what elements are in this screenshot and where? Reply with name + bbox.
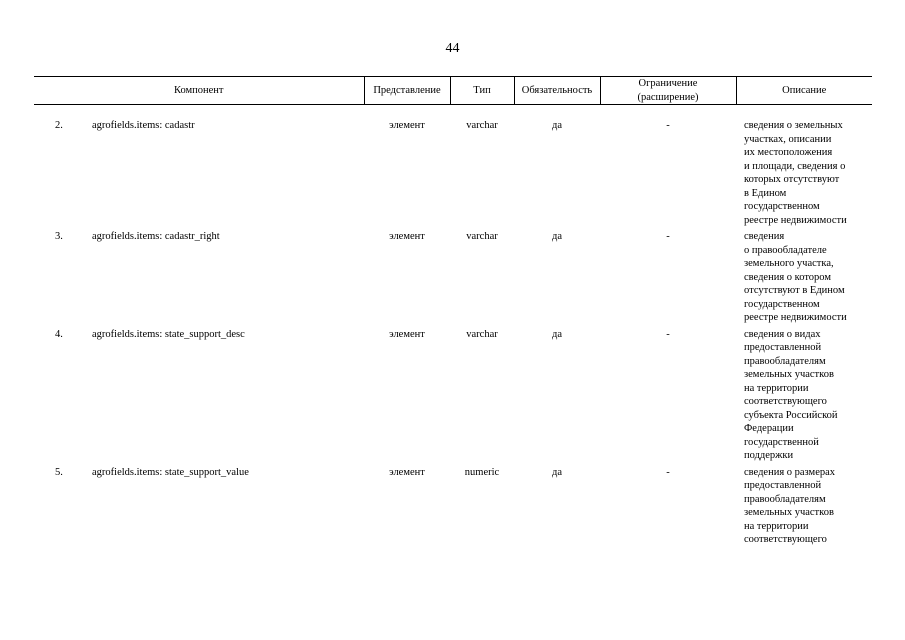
row-component-cell xyxy=(34,230,364,328)
header-type: Тип xyxy=(450,77,514,105)
row-component: agrofields.items: state_support_desc xyxy=(92,328,245,340)
row-number: 2. xyxy=(55,120,63,131)
row-component-cell xyxy=(34,466,364,550)
header-component: Компонент xyxy=(173,84,224,96)
header-representation: Представление xyxy=(364,77,450,105)
table-row xyxy=(34,119,872,230)
row-type: numeric xyxy=(464,466,500,478)
row-representation: элемент xyxy=(389,466,425,478)
row-component-cell xyxy=(34,328,364,466)
row-required: да xyxy=(551,328,562,340)
row-limit: - xyxy=(666,466,670,478)
row-required: да xyxy=(551,466,562,478)
component-table xyxy=(34,76,872,550)
row-description: сведения о видах предоставленной правообладателям земельных участков на территории соответствующего субъекта Российской Федерации государственной поддержки xyxy=(744,328,838,461)
row-type: varchar xyxy=(466,328,498,340)
header-required: Обязательность xyxy=(514,77,600,105)
table-row xyxy=(34,230,872,328)
table-header xyxy=(34,77,872,105)
row-number: 5. xyxy=(55,466,63,478)
row-component: agrofields.items: state_support_value xyxy=(92,466,249,478)
row-description: сведения о размерах предоставленной правообладателям земельных участков на территории соответствующего xyxy=(744,466,836,545)
table-row xyxy=(34,466,872,550)
row-number: 4. xyxy=(55,328,63,340)
row-component: agrofields.items: cadastr_right xyxy=(92,231,220,242)
row-representation: элемент xyxy=(389,231,425,242)
row-representation: элемент xyxy=(389,328,425,340)
row-representation: элемент xyxy=(389,120,425,131)
row-description: сведения о правообладателе земельного участка, сведения о котором отсутствуют в Едином государственном реестре недвижимости xyxy=(744,231,847,323)
page-number: 44 xyxy=(445,41,460,56)
header-description: Описание xyxy=(736,77,872,105)
row-limit: - xyxy=(666,120,670,131)
row-component-cell xyxy=(34,119,364,230)
row-type: varchar xyxy=(466,120,498,131)
row-number: 3. xyxy=(55,231,63,242)
table-row xyxy=(34,328,872,466)
row-limit: - xyxy=(666,328,670,340)
row-required: да xyxy=(551,231,562,242)
header-limit: Ограничение (расширение) xyxy=(600,77,736,105)
row-component: agrofields.items: cadastr xyxy=(92,120,195,131)
row-description: сведения о земельных участках, описании их местоположения и площади, сведения о которых отсутствуют в Едином государственном реестре недвижимости xyxy=(744,120,847,226)
row-required: да xyxy=(551,120,562,131)
row-type: varchar xyxy=(466,231,498,242)
row-limit: - xyxy=(666,231,670,242)
table-body xyxy=(34,105,872,550)
